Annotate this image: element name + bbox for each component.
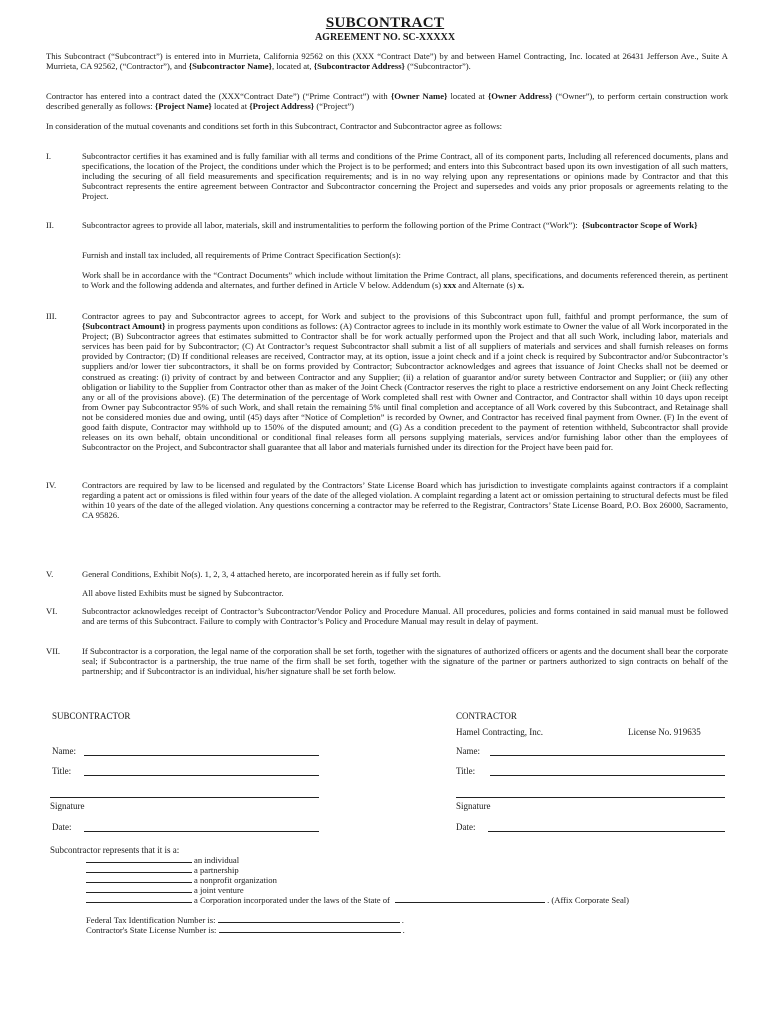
section-1-text: Subcontractor certifies it has examined and is fully familiar with all terms and conditions of the Prime Contract, all of its component parts, Including all referenced documents, plans and specifications, the location of the Project, the conditions under which the Project is to be performed; and enters into this Subcontract based upon its own investigation of all such matters, including the securing of all field measurements and specification requirements; and is in no way relying upon any representations or opinions made by Contractor and that this Subcontract represents the entire agreement between Contractor and Subcontractor concerning the Project and supersedes and voids any prior proposals or agreements relating to the Project. — [82, 151, 728, 202]
section-3-text: Contractor agrees to pay and Subcontractor agrees to accept, for Work and subject to the provisions of this Subcontract upon full, faithful and prompt performance, the sum of — [82, 311, 728, 321]
end-mark: . — [402, 925, 405, 935]
sub-signature-label: Signature — [50, 801, 85, 811]
section-6-text: Subcontractor acknowledges receipt of Contractor’s Subcontractor/Vendor Policy and Procedure Manual. All procedures, policies and forms contained in said manual must be followed and are terms of this Subcontract. Failure to comply with Contractor’s Policy and Procedure Manual may result in delay of payment. — [82, 606, 728, 627]
addendum-field: xxx — [443, 280, 457, 291]
section-number: II. — [46, 220, 54, 230]
entity-label: a partnership — [194, 865, 239, 875]
scope-of-work-field: {Subcontractor Scope of Work} — [581, 220, 698, 230]
intro-text: (“Project”) — [314, 101, 355, 112]
entity-label: a Corporation incorporated under the laws of the State of — [194, 895, 390, 905]
section-number: VII. — [46, 646, 61, 656]
entity-option-corporation[interactable] — [86, 894, 629, 905]
document-title: SUBCONTRACT — [325, 15, 445, 31]
sub-title-label: Title: — [52, 766, 72, 776]
section-2-documents — [82, 270, 728, 290]
state-blank[interactable] — [395, 894, 545, 903]
intro-text: This Subcontract (“Subcontract”) is entered into in Murrieta, California 92562 on this (XXX “Contract Date”) by and between Hamel Contracting, Inc. located at 26431 Jefferson Ave., Suite A Murrieta, CA 92562, (“Contractor”), and — [46, 51, 728, 72]
owner-name-field: {Owner Name} — [390, 91, 448, 101]
state-license-line[interactable] — [219, 924, 401, 933]
project-name-field: {Project Name} — [154, 101, 212, 112]
sub-signature-line[interactable] — [50, 797, 319, 798]
con-name-line[interactable] — [490, 755, 725, 756]
contractor-license: License No. 919635 — [628, 727, 701, 737]
checkbox-blank[interactable] — [86, 884, 192, 893]
subcontractor-heading: SUBCONTRACTOR — [52, 711, 131, 721]
sub-date-line[interactable] — [84, 831, 319, 832]
entity-label: a joint venture — [194, 885, 244, 895]
section-2-work — [82, 220, 728, 230]
owner-address-field: {Owner Address} — [487, 91, 553, 101]
entity-label: a nonprofit organization — [194, 875, 277, 885]
contractor-heading: CONTRACTOR — [456, 711, 517, 721]
represents-heading: Subcontractor represents that it is a: — [50, 845, 180, 855]
end-mark: . — [401, 915, 404, 925]
section-number: IV. — [46, 480, 57, 490]
con-title-line[interactable] — [490, 775, 725, 776]
intro-paragraph-1 — [46, 51, 728, 71]
intro-text: , located at, — [271, 61, 314, 72]
section-3-text: in progress payments upon conditions as follows: (A) Contractor agrees to include in its monthly work estimate to Owner the value of all Work incorporated in the Project; (B) Subcontractor agrees that estimates submitted to Contractor shall be for work actually performed upon the Project and that all such Work, including labor, materials and services has been paid for by Subcontractor; (C) At Contractor’s request Subcontractor shall submit a list of all suppliers of materials and services and shall furnish releases on forms provided by Contractor; (D) If conditional releases are received, Contractor may, at its option, issue a joint check and if a joint check is required by Subcontractor and/or Subcontractor’s suppliers and/or lower tier subcontractors, it shall be on forms provided by Contractor; Subcontractor acknowledges and agrees that issuance of Joint Checks shall not be deemed or construed as creating: (i) privity of contract by and between Contractor and any Supplier; (ii) a relation of guarantor and/or surety between Contractor and Supplier; or (iii) any other obligation or liability to the Supplier from Contractor other than as maker of the Joint Check (Contractor reserves the right to place a restrictive endorsement on any Joint Check reflecting any or all of the provisions above). (E) The determination of the percentage of Work completed shall rest with Owner and Contractor, and Contractor shall within 10 days upon receipt from Owner pay Subcontractor 95% of such Work, and shall retain the remaining 5% until final completion and acceptance of all Work covered by this Subcontract, and Retainage shall not be considered monies due and owing, until (45) days after “Notice of Completion” is recorded by Owner, and Contractor has received final payment from Owner. (F) In the event of good faith dispute, Contractor may withhold up to 150% of the disputed amount; and (G) As a condition precedent to the payment of retention withheld, Subcontractor shall provide releases on its own behalf, obtain unconditional or conditional final releases form all persons supplying materials, services and/or furnishing labor other than the employees of Subcontractor on the Project, and Subcontractor shall guarantee that all labor and materials furnished under its direction for the Project have been paid for. — [82, 321, 728, 453]
con-name-label: Name: — [456, 746, 480, 756]
sub-title-line[interactable] — [84, 775, 319, 776]
alternate-field: x. — [517, 280, 525, 291]
section-4-text: Contractors are required by law to be licensed and regulated by the Contractors’ State License Board which has jurisdiction to investigate complaints against contractors if a complaint regarding a patent act or omissions is filed within four years of the date of the alleged violation. A complaint regarding a latent act or omission pertaining to structural defects must be filed within 10 years of the date of the alleged violation. Any questions concerning a contractor may be referred to the Registrar, Contractors’ State License Board, P.O. Box 26000, Sacramento, CA 95826. — [82, 480, 728, 521]
section-2-text: Work shall be in accordance with the “Contract Documents” which include without limitation the Prime Contract, all plans, specifications, and documents referenced therein, as pertinent to Work and the following addenda and alternates, and further defined in Article V below. Addendum (s) — [82, 270, 728, 291]
con-date-line[interactable] — [488, 831, 725, 832]
section-5-exhibits-note: All above listed Exhibits must be signed by Subcontractor. — [82, 588, 284, 598]
intro-text: located at — [211, 101, 250, 112]
section-2-text: Subcontractor agrees to provide all labor, materials, skill and instrumentalities to perform the following portion of the Prime Contract (“Work”): — [82, 220, 578, 230]
section-7-text: If Subcontractor is a corporation, the legal name of the corporation shall be set forth, together with the signatures of authorized officers or agents and the document shall bear the corporate seal; if Subcontractor is a partnership, the true name of the firm shall be set forth, together with the signature of the partner or partners authorized to sign contracts on behalf of the partnership; and if Subcontractor is an individual, his/her signature shall be set forth below. — [82, 646, 728, 677]
con-signature-label: Signature — [456, 801, 491, 811]
checkbox-blank[interactable] — [86, 854, 192, 863]
state-license-row — [86, 924, 405, 935]
sub-date-label: Date: — [52, 822, 72, 832]
con-date-label: Date: — [456, 822, 476, 832]
state-license-label: Contractor's State License Number is: — [86, 925, 217, 935]
intro-paragraph-3: In consideration of the mutual covenants and conditions set forth in this Subcontract, Contractor and Subcontractor agree as follows: — [46, 121, 503, 131]
contractor-company: Hamel Contracting, Inc. — [456, 727, 543, 737]
section-number: VI. — [46, 606, 58, 616]
intro-text: (“Subcontractor”). — [404, 61, 471, 72]
federal-tax-id-label: Federal Tax Identification Number is: — [86, 915, 216, 925]
section-2-text: and Alternate (s) — [456, 280, 518, 291]
section-number: I. — [46, 151, 52, 161]
sub-name-label: Name: — [52, 746, 76, 756]
federal-tax-id-line[interactable] — [218, 914, 400, 923]
subcontractor-address-field: {Subcontractor Address} — [313, 61, 405, 72]
entity-label: an individual — [194, 855, 240, 865]
section-5-text: General Conditions, Exhibit No(s). 1, 2, 3, 4 attached hereto, are incorporated herein as if fully set forth. — [82, 569, 441, 579]
corporate-seal-note: . (Affix Corporate Seal) — [547, 895, 630, 905]
sub-name-line[interactable] — [84, 755, 319, 756]
intro-text: located at — [447, 91, 488, 101]
section-number: III. — [46, 311, 57, 321]
con-title-label: Title: — [456, 766, 476, 776]
section-number: V. — [46, 569, 54, 579]
subcontract-amount-field: {Subcontract Amount} — [82, 321, 166, 332]
checkbox-blank[interactable] — [86, 864, 192, 873]
checkbox-blank[interactable] — [86, 894, 192, 903]
agreement-number: AGREEMENT NO. SC-XXXXX — [314, 32, 456, 43]
con-signature-line[interactable] — [456, 797, 725, 798]
intro-paragraph-2 — [46, 91, 728, 111]
intro-text: Contractor has entered into a contract dated the (XXX“Contract Date”) (“Prime Contract”) with — [46, 91, 391, 101]
subcontractor-name-field: {Subcontractor Name} — [188, 61, 272, 72]
intro-text: (“Owner”), to perform certain construction work described generally as follows: — [46, 91, 728, 112]
checkbox-blank[interactable] — [86, 874, 192, 883]
section-2-furnish: Furnish and install tax included, all requirements of Prime Contract Specification Section(s): — [82, 250, 401, 260]
section-3-payment — [82, 311, 728, 452]
project-address-field: {Project Address} — [249, 101, 315, 112]
